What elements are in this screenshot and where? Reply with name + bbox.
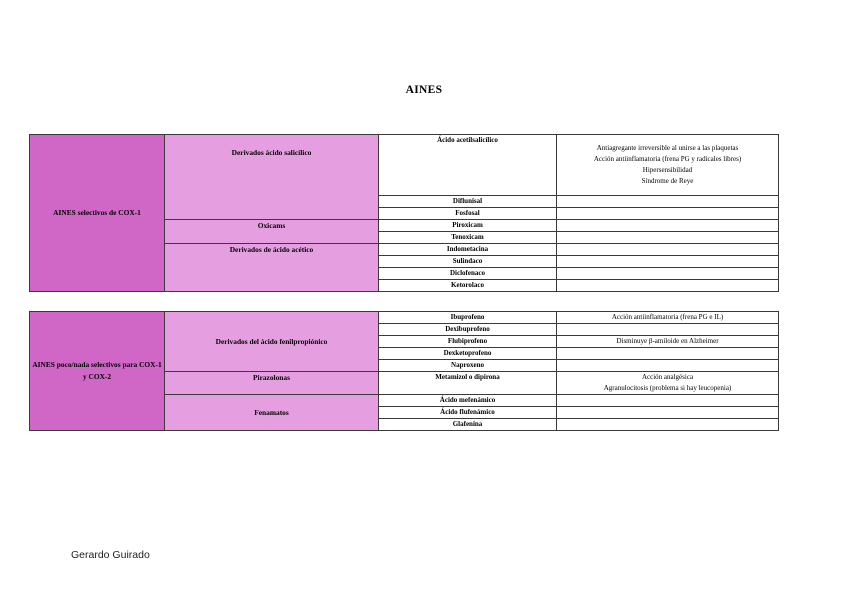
drug-cell: Sulindaco: [379, 256, 557, 268]
drug-cell: Dexibuprofeno: [379, 324, 557, 336]
note-line: Antiagregante irreversible al unirse a las plaquetas: [596, 144, 739, 152]
note-empty: [557, 220, 779, 232]
subgroup-acetic: Derivados de ácido acético: [165, 244, 379, 292]
cox1-cox2-table: [29, 311, 779, 431]
note-metamizol: [557, 372, 779, 395]
note-aas: [557, 135, 779, 196]
note-empty: [557, 280, 779, 292]
subgroup-phenylpropionic: Derivados del ácido fenilpropiónico: [165, 312, 379, 372]
page-title: AINES: [405, 84, 443, 96]
note-empty: [557, 196, 779, 208]
note-line: Acción analgésica: [641, 373, 694, 381]
note-ibuprofen: Acción antiinflamatoria (frena PG e IL): [557, 312, 779, 324]
author-footer: Gerardo Guirado: [71, 549, 150, 561]
note-line: Acción antiinflamatoria (frena PG y radicales libres): [593, 155, 742, 163]
drug-cell: Ácido mefenámico: [379, 395, 557, 407]
note-empty: [557, 324, 779, 336]
drug-cell: Ketorolaco: [379, 280, 557, 292]
group-cox1-selective: AINES selectivos de COX-1: [30, 135, 165, 292]
note-line: Agranulocitosis (problema si hay leucopenia): [603, 384, 732, 392]
drug-cell: Diclofenaco: [379, 268, 557, 280]
note-line: Síndrome de Reye: [641, 177, 694, 185]
subgroup-pyrazolones: Pirazolonas: [165, 372, 379, 395]
note-empty: [557, 360, 779, 372]
note-empty: [557, 232, 779, 244]
drug-cell: Metamizol o dipirona: [379, 372, 557, 395]
note-empty: [557, 348, 779, 360]
drug-cell: Diflunisal: [379, 196, 557, 208]
note-empty: [557, 419, 779, 431]
subgroup-fenamates: Fenamatos: [165, 395, 379, 431]
note-empty: [557, 407, 779, 419]
subgroup-salicylic: Derivados ácido salicílico: [165, 135, 379, 220]
note-empty: [557, 244, 779, 256]
drug-cell: Dexketoprofeno: [379, 348, 557, 360]
drug-cell: Glafenina: [379, 419, 557, 431]
drug-cell: Naproxeno: [379, 360, 557, 372]
drug-cell: Piroxicam: [379, 220, 557, 232]
note-empty: [557, 268, 779, 280]
subgroup-oxicams: Oxicams: [165, 220, 379, 244]
drug-cell: Ácido acetilsalicílico: [379, 135, 557, 196]
drug-cell: Ácido flufenámico: [379, 407, 557, 419]
drug-cell: Fosfosal: [379, 208, 557, 220]
note-empty: [557, 208, 779, 220]
note-flubiprofen: Disminuye β-amiloide en Alzheimer: [557, 336, 779, 348]
note-line: Hipersensibilidad: [642, 166, 693, 174]
note-empty: [557, 256, 779, 268]
note-empty: [557, 395, 779, 407]
drug-cell: Tenoxicam: [379, 232, 557, 244]
group-nonselective: AINES poco/nada selectivos para COX-1 y COX-2: [30, 312, 165, 431]
drug-cell: Flubiprofeno: [379, 336, 557, 348]
cox1-table: [29, 134, 779, 292]
drug-cell: Indometacina: [379, 244, 557, 256]
drug-cell: Ibuprofeno: [379, 312, 557, 324]
